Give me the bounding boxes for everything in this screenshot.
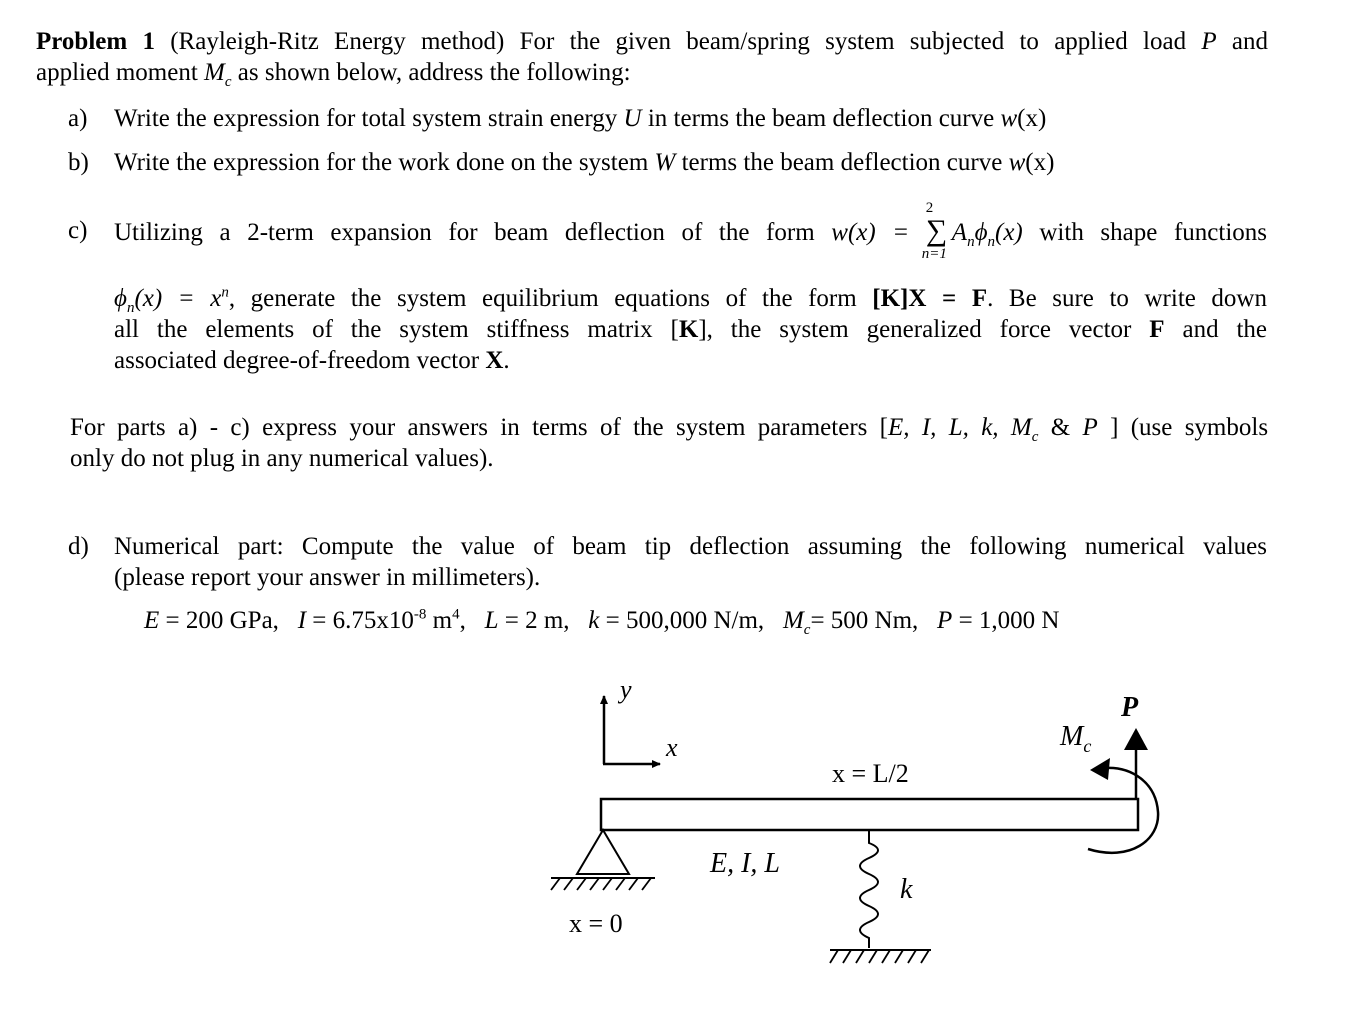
parameters-note <box>70 412 1268 474</box>
part-d-line-1: Numerical part: Compute the value of beam tip deflection assuming the following numerical values <box>114 533 1267 560</box>
problem-statement <box>36 26 1268 88</box>
part-a-label: a) <box>68 105 88 132</box>
load-label: P <box>1121 692 1139 723</box>
beam <box>601 799 1138 830</box>
part-a-text: Write the expression for total system strain energy U in terms the beam deflection curve w(x) <box>114 105 1047 132</box>
part-c-line-2: $\phi_n(x) = x^n$, generate the system equilibrium equations of the form [K]X = F. Be sure to write down <box>114 284 1267 316</box>
note-line-2: only do not plug in any numerical values). <box>70 445 494 472</box>
part-b-text: Write the expression for the work done on the system W terms the beam deflection curve w(x) <box>114 149 1055 176</box>
midpoint-label: x = L/2 <box>832 759 909 788</box>
spring-label: k <box>900 874 913 905</box>
origin-label: x = 0 <box>569 909 623 938</box>
beam-properties-label: E, I, L <box>710 848 780 879</box>
y-axis-label: y <box>620 675 632 704</box>
pin-support <box>551 830 655 890</box>
numerical-values: E = 200 GPa, $I = 6.75x10^{-8}$ $m^4$, L = 2 m, k = 500,000 N/m, $M_c= 500$ Nm, P = 1,000 N <box>144 606 1060 638</box>
part-b-label: b) <box>68 149 89 176</box>
load-arrow <box>1124 728 1148 800</box>
problem-label: Problem 1 <box>36 28 155 55</box>
moment-label: $M_c$ <box>1060 721 1092 756</box>
part-c-line-4: associated degree-of-freedom vector X. <box>114 347 510 374</box>
part-c-line-3: all the elements of the system stiffness matrix [K], the system generalized force vector F and the <box>114 316 1268 343</box>
problem-line-1: Problem 1 (Rayleigh-Ritz Energy method) For the given beam/spring system subjected to applied load P and <box>36 28 1269 55</box>
coordinate-axes <box>603 675 678 764</box>
spring <box>830 830 931 963</box>
part-d-label: d) <box>68 533 89 560</box>
part-c-line-1: Utilizing a 2-term expansion for beam deflection of the form w(x) = 2 ∑ n=1 $A_n\phi_n(x)$ with shape functions <box>114 200 1267 262</box>
part-d-line-2: (please report your answer in millimeters). <box>114 564 541 591</box>
note-line-1: For parts a) - c) express your answers in terms of the system parameters [E, I, L, k, $M_c$ & P ] (use symbols <box>70 414 1269 445</box>
problem-line-2: applied moment $M_c$ as shown below, address the following: <box>36 59 631 90</box>
x-axis-label: x <box>666 733 678 762</box>
summation-symbol: 2 ∑ n=1 <box>921 200 948 262</box>
part-c-label: c) <box>68 217 88 244</box>
matrix-equation: [K]X = F <box>872 285 988 312</box>
moment-arrow <box>1088 758 1158 853</box>
